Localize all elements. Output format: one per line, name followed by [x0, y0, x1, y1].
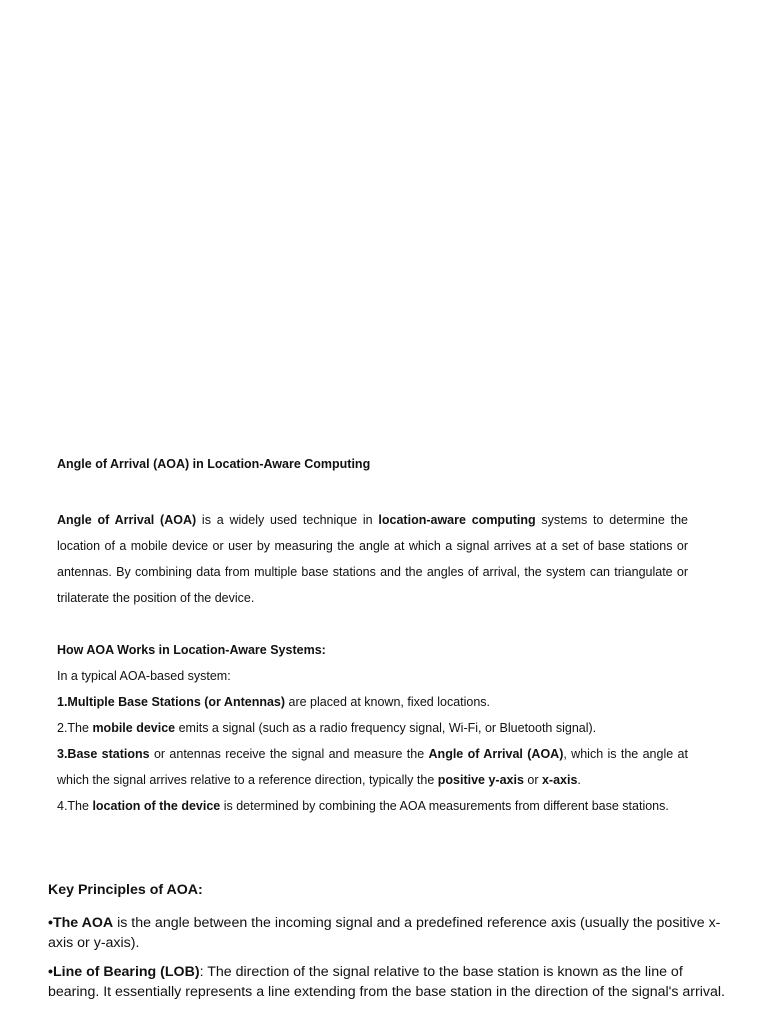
step-2-bold: mobile device	[92, 721, 176, 735]
step-3-text-1: or antennas receive the signal and measure the	[149, 747, 429, 761]
document-title: Angle of Arrival (AOA) in Location-Aware Computing	[57, 457, 371, 471]
step-1-text: are placed at known, fixed locations.	[285, 695, 491, 709]
aoa-section	[57, 455, 688, 819]
intro-text-2: systems to determine the location of a mobile device or user by measuring the angle at which a signal arrives at a set of base stations or antennas. By combining data from multiple base stations and the angles of arrival, the system can triangulate or trilaterate the position of the device.	[57, 513, 688, 605]
key-principles-section	[48, 880, 728, 1012]
intro-bold-aoa: Angle of Arrival (AOA)	[57, 513, 197, 527]
step-3-text-3: or	[523, 773, 542, 787]
step-3-bold-4: x-axis	[541, 773, 578, 787]
principle-lob-bold: •Line of Bearing (LOB)	[48, 964, 200, 980]
step-2-prefix: 2.The	[57, 721, 93, 735]
step-3-text-4: .	[577, 773, 581, 787]
step-3-bold-1: 3.Base stations	[57, 747, 150, 761]
step-3-bold-3: positive y-axis	[437, 773, 524, 787]
step-4-bold: location of the device	[92, 799, 221, 813]
step-4-prefix: 4.The	[57, 799, 93, 813]
intro-paragraph	[57, 507, 688, 611]
principle-aoa-bold: •The AOA	[48, 915, 114, 931]
step-1	[57, 689, 688, 715]
principle-aoa	[48, 914, 728, 953]
how-lead: In a typical AOA-based system:	[57, 669, 231, 683]
step-1-bold: 1.Multiple Base Stations (or Antennas)	[57, 695, 286, 709]
how-heading: How AOA Works in Location-Aware Systems:	[57, 643, 326, 657]
key-principles-heading: Key Principles of AOA:	[48, 882, 203, 898]
step-4	[57, 793, 688, 819]
step-3-text-2: , which is the angle at which the signal arrives relative to a reference direction, typically the	[57, 747, 688, 787]
principle-aoa-text: is the angle between the incoming signal and a predefined reference axis (usually the positive x-axis or y-axis).	[48, 915, 721, 951]
principle-lob	[48, 963, 728, 1002]
principle-lob-text: : The direction of the signal relative to the base station is known as the line of bearing. It essentially represents a line extending from the base station in the direction of the signal's arrival.	[48, 964, 725, 1000]
step-2-text: emits a signal (such as a radio frequency signal, Wi-Fi, or Bluetooth signal).	[175, 721, 597, 735]
step-3-bold-2: Angle of Arrival (AOA)	[428, 747, 564, 761]
step-2	[57, 715, 688, 741]
step-3	[57, 741, 688, 793]
intro-bold-lac: location-aware computing	[378, 513, 536, 527]
step-4-text: is determined by combining the AOA measurements from different base stations.	[220, 799, 669, 813]
intro-text-1: is a widely used technique in	[196, 513, 379, 527]
